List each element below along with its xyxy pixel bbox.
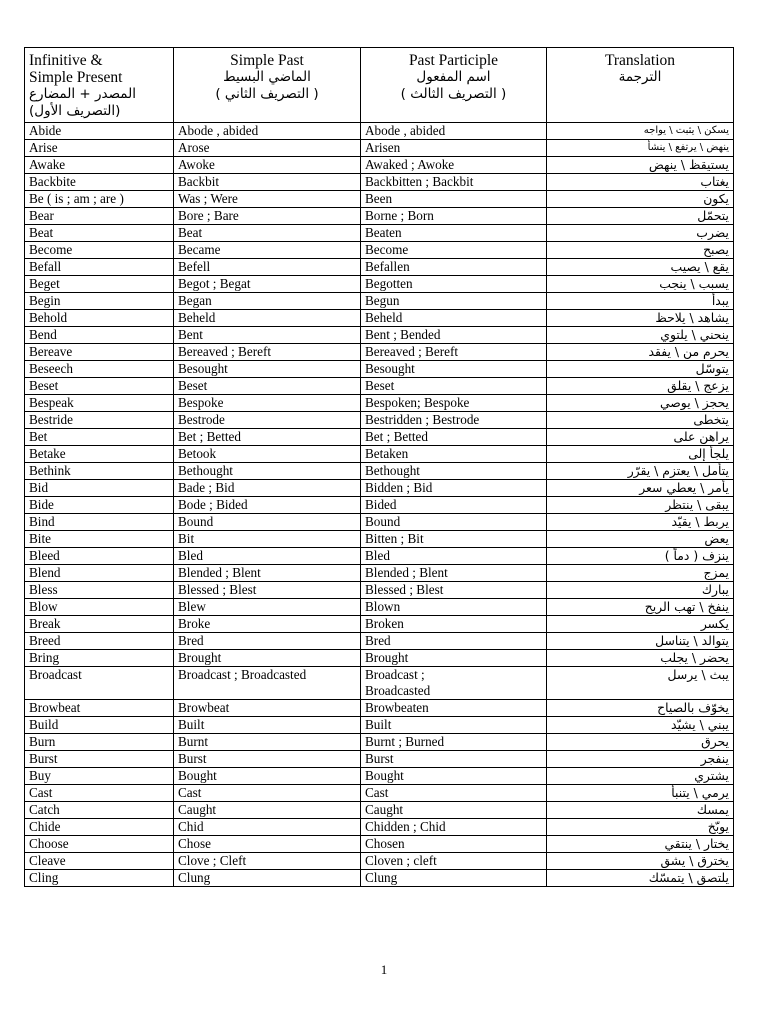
participle-part: Broadcast ; xyxy=(365,667,425,682)
table-row xyxy=(25,208,734,225)
table-row xyxy=(25,293,734,310)
translation-cell: يتحمّل xyxy=(547,208,734,225)
header-participle xyxy=(361,48,547,123)
past-participle-cell: Bethought xyxy=(361,463,547,480)
translation-cell: يبث \ يرسل xyxy=(547,667,734,700)
simple-past-cell: Bought xyxy=(174,768,361,785)
translation-cell: يحضر \ يجلب xyxy=(547,650,734,667)
translation-cell: يستيقظ \ ينهض xyxy=(547,157,734,174)
infinitive-cell: Bear xyxy=(25,208,174,225)
infinitive-cell: Bless xyxy=(25,582,174,599)
infinitive-cell: Blend xyxy=(25,565,174,582)
table-row xyxy=(25,395,734,412)
infinitive-cell: Burst xyxy=(25,751,174,768)
infinitive-cell: Beseech xyxy=(25,361,174,378)
translation-cell: يكون xyxy=(547,191,734,208)
translation-cell: يتخطى xyxy=(547,412,734,429)
header-past-en: Simple Past xyxy=(230,52,304,69)
translation-cell: يسبب \ ينجب xyxy=(547,276,734,293)
translation-cell: يبقى \ ينتظر xyxy=(547,497,734,514)
simple-past-cell: Bode ; Bided xyxy=(174,497,361,514)
simple-past-cell: Bent xyxy=(174,327,361,344)
simple-past-cell: Beat xyxy=(174,225,361,242)
table-row xyxy=(25,819,734,836)
simple-past-cell: Burnt xyxy=(174,734,361,751)
past-participle-cell: Bestridden ; Bestrode xyxy=(361,412,547,429)
translation-cell: يخترق \ يشق xyxy=(547,853,734,870)
table-row xyxy=(25,650,734,667)
translation-cell: يمسك xyxy=(547,802,734,819)
table-row xyxy=(25,802,734,819)
table-row xyxy=(25,327,734,344)
table-row xyxy=(25,633,734,650)
translation-cell: يصبح xyxy=(547,242,734,259)
simple-past-cell: Awoke xyxy=(174,157,361,174)
past-participle-cell: Bided xyxy=(361,497,547,514)
past-participle-cell: Betaken xyxy=(361,446,547,463)
header-past-ar2: ( التصريف الثاني ) xyxy=(215,86,319,102)
table-row xyxy=(25,242,734,259)
table-row xyxy=(25,191,734,208)
infinitive-cell: Bid xyxy=(25,480,174,497)
infinitive-cell: Bring xyxy=(25,650,174,667)
infinitive-cell: Abide xyxy=(25,123,174,140)
table-row xyxy=(25,548,734,565)
verbs-table xyxy=(24,47,734,887)
infinitive-cell: Bend xyxy=(25,327,174,344)
past-participle-cell: Begotten xyxy=(361,276,547,293)
table-row xyxy=(25,751,734,768)
simple-past-cell: Clove ; Cleft xyxy=(174,853,361,870)
past-participle-cell: Clung xyxy=(361,870,547,887)
simple-past-cell: Cast xyxy=(174,785,361,802)
table-row xyxy=(25,344,734,361)
table-row xyxy=(25,667,734,700)
simple-past-cell: Browbeat xyxy=(174,700,361,717)
simple-past-cell: Beset xyxy=(174,378,361,395)
table-row xyxy=(25,531,734,548)
past-participle-cell: Become xyxy=(361,242,547,259)
past-participle-cell: Chidden ; Chid xyxy=(361,819,547,836)
past-participle-cell: Begun xyxy=(361,293,547,310)
infinitive-cell: Chide xyxy=(25,819,174,836)
translation-cell: ينزف ( دماً ) xyxy=(547,548,734,565)
past-participle-cell: Broken xyxy=(361,616,547,633)
past-participle-cell: Chosen xyxy=(361,836,547,853)
translation-cell: يضرب xyxy=(547,225,734,242)
infinitive-cell: Burn xyxy=(25,734,174,751)
translation-cell: يرمي \ يتنبأ xyxy=(547,785,734,802)
simple-past-cell: Bit xyxy=(174,531,361,548)
past-participle-cell: Beheld xyxy=(361,310,547,327)
header-infinitive-en1: Infinitive & xyxy=(29,52,103,69)
translation-cell: يعض xyxy=(547,531,734,548)
past-participle-cell: Cast xyxy=(361,785,547,802)
header-infinitive-ar2: (التصريف الأول) xyxy=(29,103,121,119)
simple-past-cell: Befell xyxy=(174,259,361,276)
simple-past-cell: Bet ; Betted xyxy=(174,429,361,446)
past-participle-cell: Blown xyxy=(361,599,547,616)
translation-cell: يختار \ ينتقي xyxy=(547,836,734,853)
simple-past-cell: Beheld xyxy=(174,310,361,327)
infinitive-cell: Buy xyxy=(25,768,174,785)
infinitive-cell: Catch xyxy=(25,802,174,819)
table-row xyxy=(25,616,734,633)
simple-past-cell: Clung xyxy=(174,870,361,887)
table-row xyxy=(25,378,734,395)
simple-past-cell: Built xyxy=(174,717,361,734)
translation-cell: يتوالد \ يتناسل xyxy=(547,633,734,650)
infinitive-cell: Begin xyxy=(25,293,174,310)
table-row xyxy=(25,429,734,446)
simple-past-cell: Bade ; Bid xyxy=(174,480,361,497)
past-participle-cell: Cloven ; cleft xyxy=(361,853,547,870)
infinitive-cell: Be ( is ; am ; are ) xyxy=(25,191,174,208)
past-participle-cell: Befallen xyxy=(361,259,547,276)
infinitive-cell: Arise xyxy=(25,140,174,157)
simple-past-cell: Betook xyxy=(174,446,361,463)
table-row xyxy=(25,514,734,531)
simple-past-cell: Blessed ; Blest xyxy=(174,582,361,599)
table-row xyxy=(25,259,734,276)
simple-past-cell: Besought xyxy=(174,361,361,378)
simple-past-cell: Broke xyxy=(174,616,361,633)
infinitive-cell: Break xyxy=(25,616,174,633)
past-participle-cell: Bled xyxy=(361,548,547,565)
simple-past-cell: Bestrode xyxy=(174,412,361,429)
infinitive-cell: Befall xyxy=(25,259,174,276)
infinitive-cell: Behold xyxy=(25,310,174,327)
table-row xyxy=(25,768,734,785)
translation-cell: يغتاب xyxy=(547,174,734,191)
translation-cell: يراهن على xyxy=(547,429,734,446)
simple-past-cell: Caught xyxy=(174,802,361,819)
translation-cell: يكسر xyxy=(547,616,734,633)
infinitive-cell: Choose xyxy=(25,836,174,853)
past-participle-cell: Awaked ; Awoke xyxy=(361,157,547,174)
table-row xyxy=(25,463,734,480)
infinitive-cell: Browbeat xyxy=(25,700,174,717)
simple-past-cell: Bereaved ; Bereft xyxy=(174,344,361,361)
infinitive-cell: Bespeak xyxy=(25,395,174,412)
simple-past-cell: Bled xyxy=(174,548,361,565)
infinitive-cell: Bestride xyxy=(25,412,174,429)
simple-past-cell: Backbit xyxy=(174,174,361,191)
infinitive-cell: Bereave xyxy=(25,344,174,361)
header-participle-ar1: اسم المفعول xyxy=(416,69,491,85)
translation-cell: يبدأ xyxy=(547,293,734,310)
infinitive-cell: Blow xyxy=(25,599,174,616)
past-participle-cell: Burnt ; Burned xyxy=(361,734,547,751)
header-translation xyxy=(547,48,734,123)
header-translation-ar: الترجمة xyxy=(618,69,662,85)
table-row xyxy=(25,480,734,497)
translation-cell: يربط \ يقيّد xyxy=(547,514,734,531)
past-participle-cell: Bent ; Bended xyxy=(361,327,547,344)
header-past xyxy=(174,48,361,123)
table-row xyxy=(25,497,734,514)
table-row xyxy=(25,565,734,582)
infinitive-cell: Bind xyxy=(25,514,174,531)
simple-past-cell: Bore ; Bare xyxy=(174,208,361,225)
past-participle-cell: Beset xyxy=(361,378,547,395)
translation-cell: يسكن \ يثبت \ يواجه xyxy=(547,123,734,140)
past-participle-cell: Beaten xyxy=(361,225,547,242)
past-participle-cell: Blessed ; Blest xyxy=(361,582,547,599)
past-participle-cell: Besought xyxy=(361,361,547,378)
header-translation-en: Translation xyxy=(604,52,676,69)
header-infinitive xyxy=(25,48,174,123)
simple-past-cell: Bound xyxy=(174,514,361,531)
infinitive-cell: Beget xyxy=(25,276,174,293)
past-participle-cell: Burst xyxy=(361,751,547,768)
participle-part: Broadcasted xyxy=(365,683,431,698)
infinitive-cell: Build xyxy=(25,717,174,734)
simple-past-cell: Abode , abided xyxy=(174,123,361,140)
infinitive-cell: Awake xyxy=(25,157,174,174)
simple-past-cell: Chose xyxy=(174,836,361,853)
header-infinitive-en2: Simple Present xyxy=(29,69,123,86)
translation-cell: يشتري xyxy=(547,768,734,785)
infinitive-cell: Cling xyxy=(25,870,174,887)
past-participle-cell xyxy=(361,667,547,700)
simple-past-cell: Bethought xyxy=(174,463,361,480)
page-number: 1 xyxy=(380,962,388,977)
table-row xyxy=(25,225,734,242)
simple-past-cell: Blended ; Blent xyxy=(174,565,361,582)
past-participle-cell: Browbeaten xyxy=(361,700,547,717)
translation-cell: يأمر \ يعطي سعر xyxy=(547,480,734,497)
table-row xyxy=(25,174,734,191)
past-participle-cell: Blended ; Blent xyxy=(361,565,547,582)
table-row xyxy=(25,412,734,429)
translation-cell: يحرق xyxy=(547,734,734,751)
translation-cell: يتأمل \ يعتزم \ يقرّر xyxy=(547,463,734,480)
header-row xyxy=(25,48,734,123)
translation-cell: ينهض \ يرتفع \ ينشأ xyxy=(547,140,734,157)
table-row xyxy=(25,836,734,853)
table-row xyxy=(25,310,734,327)
infinitive-cell: Bide xyxy=(25,497,174,514)
past-participle-cell: Abode , abided xyxy=(361,123,547,140)
infinitive-cell: Backbite xyxy=(25,174,174,191)
header-participle-ar2: ( التصريف الثالث ) xyxy=(400,86,507,102)
table-row xyxy=(25,700,734,717)
translation-cell: يبارك xyxy=(547,582,734,599)
infinitive-cell: Beat xyxy=(25,225,174,242)
past-participle-cell: Bitten ; Bit xyxy=(361,531,547,548)
translation-cell: ينفجر xyxy=(547,751,734,768)
translation-cell: يتوسّل xyxy=(547,361,734,378)
infinitive-cell: Breed xyxy=(25,633,174,650)
past-participle-cell: Caught xyxy=(361,802,547,819)
translation-cell: يمزج xyxy=(547,565,734,582)
table-row xyxy=(25,853,734,870)
table-row xyxy=(25,140,734,157)
translation-cell: يخوّف بالصياح xyxy=(547,700,734,717)
translation-cell: يبني \ يشيّد xyxy=(547,717,734,734)
infinitive-cell: Become xyxy=(25,242,174,259)
table-row xyxy=(25,582,734,599)
verb-rows xyxy=(25,123,734,887)
translation-cell: يوبّخ xyxy=(547,819,734,836)
table-row xyxy=(25,870,734,887)
infinitive-cell: Cast xyxy=(25,785,174,802)
past-participle-cell: Bound xyxy=(361,514,547,531)
past-participle-cell: Bespoken; Bespoke xyxy=(361,395,547,412)
past-participle-cell: Arisen xyxy=(361,140,547,157)
table-row xyxy=(25,361,734,378)
past-participle-cell: Bidden ; Bid xyxy=(361,480,547,497)
translation-cell: يلجأ إلى xyxy=(547,446,734,463)
translation-cell: يحجز \ يوصي xyxy=(547,395,734,412)
simple-past-cell: Began xyxy=(174,293,361,310)
past-participle-cell: Borne ; Born xyxy=(361,208,547,225)
header-past-ar1: الماضي البسيط xyxy=(223,69,311,85)
header-participle-en: Past Participle xyxy=(408,52,499,69)
translation-cell: يزعج \ يقلق xyxy=(547,378,734,395)
simple-past-cell: Bespoke xyxy=(174,395,361,412)
table-row xyxy=(25,123,734,140)
infinitive-cell: Cleave xyxy=(25,853,174,870)
table-row xyxy=(25,276,734,293)
table-row xyxy=(25,599,734,616)
table-row xyxy=(25,717,734,734)
simple-past-cell: Begot ; Begat xyxy=(174,276,361,293)
translation-cell: يشاهد \ يلاحظ xyxy=(547,310,734,327)
past-participle-cell: Built xyxy=(361,717,547,734)
past-participle-cell: Bought xyxy=(361,768,547,785)
past-participle-cell: Been xyxy=(361,191,547,208)
translation-cell: يقع \ يصيب xyxy=(547,259,734,276)
past-participle-cell: Bereaved ; Bereft xyxy=(361,344,547,361)
simple-past-cell: Brought xyxy=(174,650,361,667)
simple-past-cell: Bred xyxy=(174,633,361,650)
simple-past-cell: Broadcast ; Broadcasted xyxy=(174,667,361,700)
table-row xyxy=(25,785,734,802)
infinitive-cell: Bet xyxy=(25,429,174,446)
simple-past-cell: Arose xyxy=(174,140,361,157)
translation-cell: ينحني \ يلتوي xyxy=(547,327,734,344)
translation-cell: ينفخ \ تهب الريح xyxy=(547,599,734,616)
header-infinitive-ar1: المصدر + المضارع xyxy=(29,86,136,102)
past-participle-cell: Backbitten ; Backbit xyxy=(361,174,547,191)
simple-past-cell: Burst xyxy=(174,751,361,768)
infinitive-cell: Bleed xyxy=(25,548,174,565)
table-row xyxy=(25,734,734,751)
translation-cell: يحرم من \ يفقد xyxy=(547,344,734,361)
infinitive-cell: Bethink xyxy=(25,463,174,480)
table-row xyxy=(25,157,734,174)
simple-past-cell: Became xyxy=(174,242,361,259)
past-participle-cell: Bred xyxy=(361,633,547,650)
past-participle-cell: Brought xyxy=(361,650,547,667)
simple-past-cell: Blew xyxy=(174,599,361,616)
infinitive-cell: Bite xyxy=(25,531,174,548)
table-row xyxy=(25,446,734,463)
infinitive-cell: Beset xyxy=(25,378,174,395)
past-participle-cell: Bet ; Betted xyxy=(361,429,547,446)
simple-past-cell: Was ; Were xyxy=(174,191,361,208)
infinitive-cell: Broadcast xyxy=(25,667,174,700)
simple-past-cell: Chid xyxy=(174,819,361,836)
infinitive-cell: Betake xyxy=(25,446,174,463)
translation-cell: يلتصق \ يتمسّك xyxy=(547,870,734,887)
